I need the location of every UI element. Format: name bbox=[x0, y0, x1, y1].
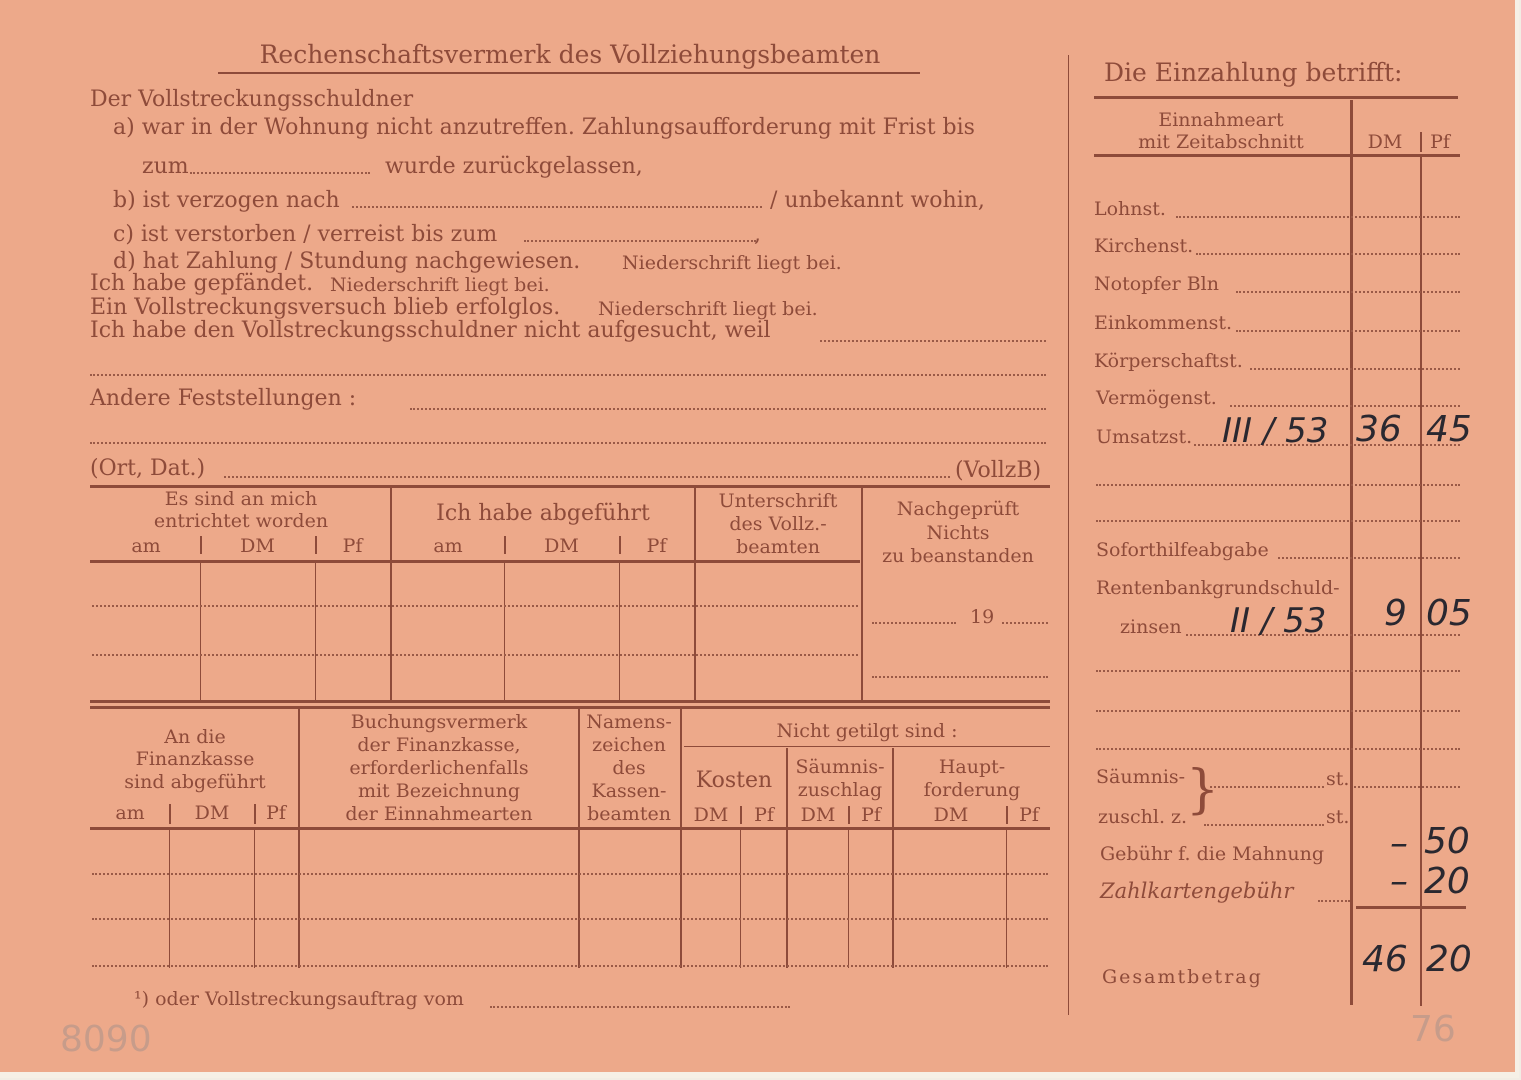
field-c-date[interactable] bbox=[524, 240, 756, 242]
ort-datum: (Ort, Dat.) bbox=[90, 456, 206, 481]
form-title: Rechenschaftsvermerk des Vollziehungsbeamten bbox=[259, 40, 881, 69]
row-zahlkarte-dots[interactable] bbox=[1318, 900, 1350, 902]
t2-col2-head-5: der Einnahmearten bbox=[345, 803, 533, 825]
row-saeumnis-2-st: st. bbox=[1326, 806, 1350, 828]
t1-row1[interactable] bbox=[92, 605, 858, 607]
t1-col2-head: Ich habe abgeführt bbox=[436, 501, 650, 526]
t1-col4-head-2: Nichts bbox=[926, 522, 990, 544]
item-d: d) hat Zahlung / Stundung nachgewiesen. bbox=[113, 249, 581, 274]
t1-v-am1 bbox=[200, 536, 202, 554]
right-col-pf-line bbox=[1420, 156, 1422, 1006]
hw-umsatz-dm: 36 bbox=[1356, 409, 1402, 450]
t2-body-v9 bbox=[892, 830, 894, 968]
row-lohnst-dots[interactable] bbox=[1176, 216, 1460, 218]
t2-saeumnis-2: zuschlag bbox=[797, 779, 883, 801]
t2-col2-head-2: der Finanzkasse, bbox=[357, 734, 521, 756]
t2-saeumnis-1: Säumnis- bbox=[795, 756, 885, 778]
t1-col3-head-2: des Vollz.- bbox=[729, 513, 827, 535]
t2-haupt-2: forderung bbox=[923, 779, 1021, 801]
right-title-underline bbox=[1094, 96, 1458, 99]
field-b-address[interactable] bbox=[352, 206, 762, 208]
t1-col4-head-3: zu beanstanden bbox=[882, 545, 1034, 567]
t2-col1-pf: Pf bbox=[266, 802, 286, 824]
t2-body-v6 bbox=[740, 830, 741, 968]
t2-v1 bbox=[298, 708, 300, 829]
t1-col2-sub-dm: DM bbox=[544, 535, 579, 557]
row-saeumnis-1-dots[interactable] bbox=[1210, 786, 1324, 788]
t2-col1-dm: DM bbox=[194, 802, 230, 824]
field-andere-2[interactable] bbox=[90, 442, 1046, 444]
t2-v-hdm bbox=[1006, 806, 1008, 824]
t1-date-year-field[interactable] bbox=[1002, 622, 1048, 624]
t2-col2-head-3: erforderlichenfalls bbox=[349, 757, 529, 779]
t1-v3 bbox=[861, 487, 863, 700]
nicht-aufgesucht: Ich habe den Vollstreckungsschuldner nicht aufgesucht, weil bbox=[90, 318, 771, 343]
row-notopfer-dots[interactable] bbox=[1236, 291, 1460, 293]
t2-kosten-dm: DM bbox=[693, 804, 729, 826]
t1-col1-head-2: entrichtet worden bbox=[153, 510, 329, 532]
t2-v-kdm bbox=[740, 806, 742, 824]
t2-v4 bbox=[786, 748, 788, 829]
row-koerperschaftst-dots[interactable] bbox=[1250, 368, 1460, 370]
erfolglos: Ein Vollstreckungsversuch blieb erfolglos. bbox=[90, 295, 561, 320]
item-a-rest: wurde zurückgelassen, bbox=[385, 154, 643, 179]
hw-zahlkarte-pf: 20 bbox=[1424, 861, 1470, 902]
row-gesamt: Gesamtbetrag bbox=[1102, 966, 1263, 988]
sum-line bbox=[1356, 906, 1466, 909]
t2-row2[interactable] bbox=[92, 918, 1048, 920]
row-saeumnis-2-dots[interactable] bbox=[1204, 824, 1324, 826]
t2-body-v1 bbox=[169, 830, 170, 968]
row-vermoegenst-dots[interactable] bbox=[1230, 405, 1460, 407]
row-einkommenst-dots[interactable] bbox=[1236, 330, 1460, 332]
footnote-field[interactable] bbox=[490, 1006, 790, 1008]
hw-total-dm: 46 bbox=[1362, 939, 1408, 980]
t2-v5 bbox=[892, 748, 894, 829]
row-saeumnis-dmpf[interactable] bbox=[1354, 786, 1460, 788]
field-reason-1[interactable] bbox=[820, 340, 1046, 342]
item-a: a) war in der Wohnung nicht anzutreffen. Zahlungsaufforderung mit Frist bis bbox=[113, 115, 975, 140]
row-kirchenst-dots[interactable] bbox=[1196, 253, 1460, 255]
right-head-1: Einnahmeart bbox=[1158, 109, 1284, 131]
item-b-rest: / unbekannt wohin, bbox=[770, 188, 985, 213]
t1-sub-dm: DM bbox=[240, 535, 275, 557]
t2-body-v10 bbox=[1006, 830, 1007, 968]
right-head-bottom bbox=[1094, 154, 1460, 157]
t1-v-dm1 bbox=[315, 536, 317, 554]
t2-v-am bbox=[169, 804, 171, 824]
t2-body-v8 bbox=[848, 830, 849, 968]
t2-col1-head-2: Finanzkasse bbox=[135, 748, 255, 770]
t2-v-sdm bbox=[848, 806, 850, 824]
gepfaendet: Ich habe gepfändet. bbox=[90, 271, 314, 296]
t2-v3 bbox=[680, 708, 682, 829]
andere-feststellungen: Andere Feststellungen : bbox=[90, 386, 357, 411]
t2-col1-head-1: An die bbox=[164, 726, 226, 748]
hw-umsatz-pf: 45 bbox=[1426, 409, 1472, 450]
pencil-note-right: 76 bbox=[1410, 1009, 1456, 1050]
footnote: ¹) oder Vollstreckungsauftrag vom bbox=[134, 988, 464, 1010]
t2-body-v5 bbox=[680, 830, 682, 968]
t2-nicht-getilgt-line bbox=[684, 746, 1050, 747]
t2-col3-head-5: beamten bbox=[587, 803, 671, 825]
item-a-zum: zum bbox=[142, 154, 189, 179]
row-notopfer: Notopfer Bln bbox=[1094, 273, 1219, 295]
row-saeumnis-1-st: st. bbox=[1326, 768, 1350, 790]
hw-zinsen-pf: 05 bbox=[1426, 593, 1472, 634]
t1-v-am2 bbox=[504, 536, 506, 554]
t1-row2[interactable] bbox=[92, 654, 858, 656]
row-empty-4[interactable] bbox=[1096, 710, 1460, 712]
t2-row1[interactable] bbox=[92, 873, 1048, 875]
t2-kosten: Kosten bbox=[695, 768, 773, 793]
row-empty-2[interactable] bbox=[1096, 520, 1460, 522]
t2-haupt-1: Haupt- bbox=[938, 756, 1006, 778]
field-ort-datum[interactable] bbox=[224, 476, 950, 478]
t2-saeumnis-dm: DM bbox=[800, 804, 836, 826]
title-underline bbox=[218, 72, 920, 74]
row-zinsen: zinsen bbox=[1120, 616, 1182, 638]
row-lohnst: Lohnst. bbox=[1094, 198, 1166, 220]
row-empty-1[interactable] bbox=[1096, 484, 1460, 486]
t2-col3-head-3: des bbox=[612, 757, 646, 779]
erfolglos-note: Niederschrift liegt bei. bbox=[598, 298, 818, 320]
center-divider bbox=[1068, 55, 1069, 1015]
t1-body-v3 bbox=[504, 563, 505, 700]
gepfaendet-note: Niederschrift liegt bei. bbox=[330, 274, 550, 296]
t1-sub-am: am bbox=[131, 535, 161, 557]
t2-col3-head-4: Kassen- bbox=[591, 780, 667, 802]
t2-body-v4 bbox=[578, 830, 580, 968]
item-b: b) ist verzogen nach bbox=[113, 188, 340, 213]
t2-v2 bbox=[578, 708, 580, 829]
row-koerperschaftst: Körperschaftst. bbox=[1094, 350, 1243, 372]
t1-body-v1 bbox=[200, 563, 201, 700]
item-d-note: Niederschrift liegt bei. bbox=[622, 252, 842, 274]
pencil-note-left: 8090 bbox=[60, 1019, 152, 1060]
t2-kosten-pf: Pf bbox=[754, 804, 774, 826]
row-zahlkarte: Zahlkartengebühr bbox=[1100, 879, 1294, 903]
t2-col2-head-1: Buchungsvermerk bbox=[350, 711, 528, 733]
row-saeumnis-1: Säumnis- bbox=[1096, 766, 1186, 788]
right-col-dm-line bbox=[1350, 100, 1353, 1005]
t1-sign-check[interactable] bbox=[872, 676, 1048, 678]
t1-col3-head-3: beamten bbox=[736, 536, 820, 558]
row-einkommenst: Einkommenst. bbox=[1094, 312, 1233, 334]
vollzb: (VollzB) bbox=[955, 458, 1042, 483]
row-empty-3[interactable] bbox=[1096, 670, 1460, 672]
row-empty-5[interactable] bbox=[1096, 748, 1460, 750]
row-soforthilfe: Soforthilfeabgabe bbox=[1096, 539, 1269, 561]
row-saeumnis-2: zuschl. z. bbox=[1098, 806, 1188, 828]
table2-top bbox=[90, 706, 1050, 709]
right-head-sep bbox=[1420, 132, 1422, 152]
row-gebuehr: Gebühr f. die Mahnung bbox=[1100, 843, 1325, 865]
item-c: c) ist verstorben / verreist bis zum bbox=[113, 222, 498, 247]
t1-col2-sub-pf: Pf bbox=[646, 535, 667, 557]
hw-zinsen-dm: 9 bbox=[1384, 593, 1407, 634]
brace-icon: } bbox=[1186, 760, 1220, 820]
row-vermoegenst: Vermögenst. bbox=[1096, 387, 1217, 409]
t2-haupt-pf: Pf bbox=[1019, 804, 1039, 826]
debtor-label: Der Vollstreckungsschuldner bbox=[90, 87, 414, 112]
right-head-2: mit Zeitabschnitt bbox=[1138, 131, 1304, 153]
field-a-date[interactable] bbox=[190, 172, 370, 174]
row-kirchenst: Kirchenst. bbox=[1094, 235, 1194, 257]
t1-v2 bbox=[694, 487, 696, 700]
t1-year: 19 bbox=[970, 606, 995, 628]
t1-body-v2 bbox=[315, 563, 316, 700]
t1-col2-sub-am: am bbox=[433, 535, 463, 557]
hw-umsatz-period: III / 53 bbox=[1222, 411, 1329, 451]
field-reason-2[interactable] bbox=[90, 374, 1046, 376]
t2-col2-head-4: mit Bezeichnung bbox=[357, 780, 521, 802]
t1-bottom bbox=[90, 700, 1050, 703]
field-andere-1[interactable] bbox=[410, 408, 1046, 410]
t2-col1-am: am bbox=[115, 802, 145, 824]
item-c-comma: , bbox=[754, 222, 761, 247]
right-head-dm: DM bbox=[1367, 131, 1403, 153]
right-title: Die Einzahlung betrifft: bbox=[1104, 58, 1403, 87]
t1-sub-pf: Pf bbox=[342, 535, 363, 557]
t2-body-v2 bbox=[254, 830, 255, 968]
hw-zahlkarte-dm: – bbox=[1390, 861, 1408, 902]
hw-mahnung-pf: 50 bbox=[1424, 821, 1470, 862]
t2-row3[interactable] bbox=[92, 965, 1048, 967]
hw-mahnung-dm: – bbox=[1390, 823, 1408, 864]
row-umsatzst: Umsatzst. bbox=[1096, 426, 1193, 448]
t2-body-v3 bbox=[298, 830, 300, 968]
t1-body-v4 bbox=[619, 563, 620, 700]
right-head-pf: Pf bbox=[1430, 131, 1450, 153]
t2-col3-head-1: Namens- bbox=[586, 711, 672, 733]
t2-col3-head-2: zeichen bbox=[592, 734, 666, 756]
hw-total-pf: 20 bbox=[1426, 939, 1472, 980]
t1-col3-head-1: Unterschrift bbox=[718, 490, 838, 512]
t1-date-field[interactable] bbox=[872, 622, 956, 624]
t2-head-bottom bbox=[90, 827, 1050, 830]
t2-saeumnis-pf: Pf bbox=[861, 804, 881, 826]
t2-nicht-getilgt: Nicht getilgt sind : bbox=[776, 720, 958, 742]
row-soforthilfe-dots[interactable] bbox=[1278, 557, 1460, 559]
t2-v-dm bbox=[254, 804, 256, 824]
t1-col1-head-1: Es sind an mich bbox=[164, 488, 318, 510]
t2-body-v7 bbox=[786, 830, 788, 968]
t2-col1-head-3: sind abgeführt bbox=[124, 771, 266, 793]
t1-head-bottom bbox=[90, 560, 860, 563]
t1-v-dm2 bbox=[619, 536, 621, 554]
t1-col4-head-1: Nachgeprüft bbox=[896, 498, 1020, 520]
t2-haupt-dm: DM bbox=[933, 804, 969, 826]
t1-v1 bbox=[390, 487, 392, 700]
hw-zinsen-period: II / 53 bbox=[1230, 601, 1327, 641]
row-rentenbank: Rentenbankgrundschuld- bbox=[1096, 577, 1340, 599]
